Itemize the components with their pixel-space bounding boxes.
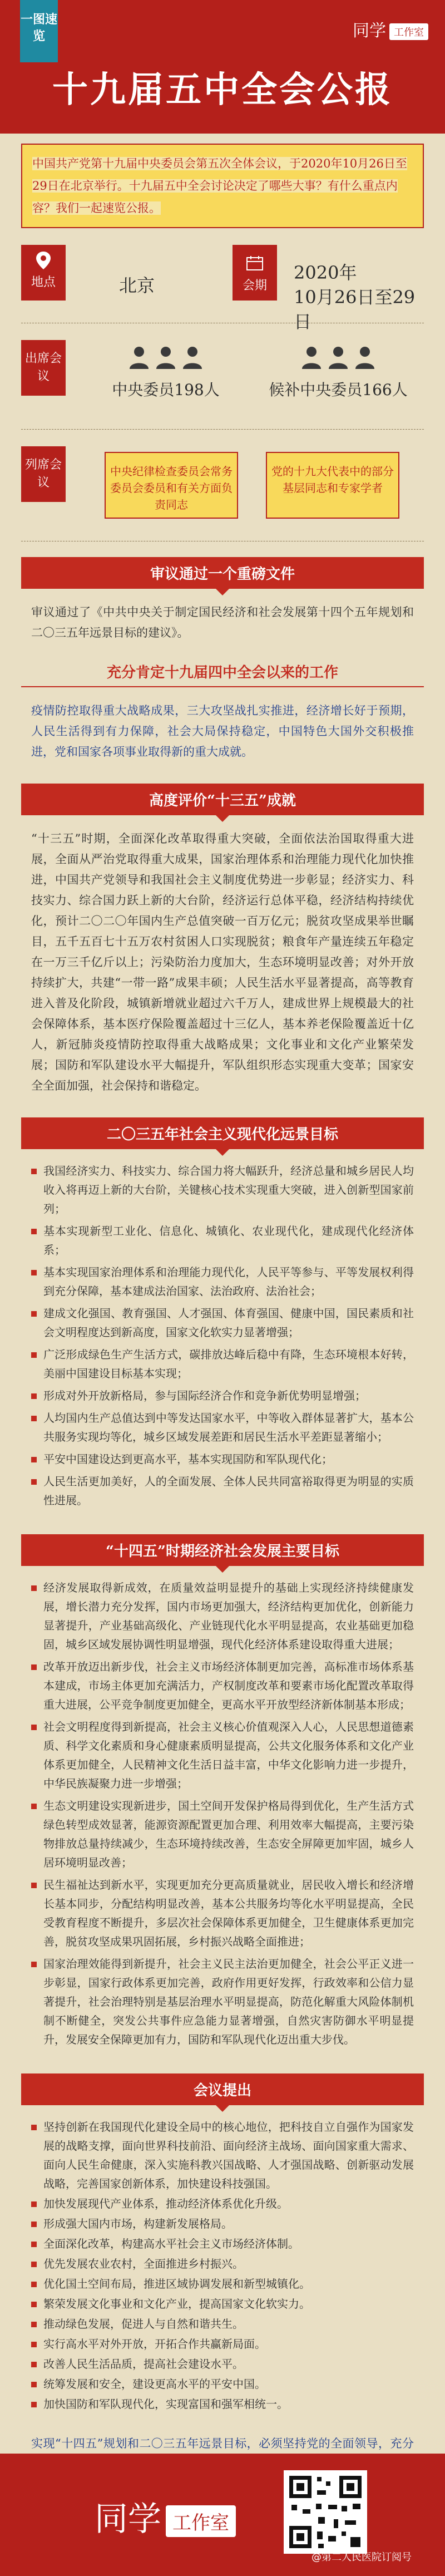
section-5-heading: “十四五”时期经济社会发展主要目标: [21, 1534, 424, 1566]
list-item: 繁荣发展文化事业和文化产业，提高国家文化软实力。: [31, 2294, 414, 2313]
list-item: 加快发展现代产业体系，推动经济体系优化升级。: [31, 2194, 414, 2213]
location-tag-label: 地点: [31, 275, 56, 289]
time-range: 10月26日至29日: [294, 287, 416, 332]
list-item: 改善人民生活品质，提高社会建设水平。: [31, 2355, 414, 2373]
footer-brand-logo: [95, 2493, 236, 2540]
observers-tag: 列席会议: [21, 446, 66, 502]
list-item: 国家治理效能得到新提升，社会主义民主法治更加健全，社会公平正义进一步彰显，国家行政体系更加完善，政府作用更好发挥，行政效率和公信力显著提升，社会治理特别是基层治理水平明显提高，防范化解重大风险体制机制不断健全，突发公共事件应急能力显著增强，自然灾害防御水平明显提升，发展安全保障更加有力，国防和军队现代化迈出重大步伐。: [31, 1954, 414, 2049]
section-3-text: “十三五”时期，全面深化改革取得重大突破，全面依法治国取得重大进展，全面从严治党取得重大成果，国家治理体系和治理能力现代化加快推进，中国共产党领导和我国社会主义制度优势进一步彰显；经济实力、科技实力、综合国力跃上新的大台阶，经济运行总体平稳，经济结构持续优化，预计二〇二〇年国内生产总值突破一百万亿元；脱贫攻坚成果举世瞩目，五千五百七十五万农村贫困人口实现脱贫；粮食年产量连续五年稳定在一万三千亿斤以上；污染防治力度加大，生态环境明显改善；对外开放持续扩大，共建“一带一路”成果丰硕；人民生活水平显著提高，高等教育进入普及化阶段，城镇新增就业超过六千万人，建成世界上规模最大的社会保障体系，基本医疗保险覆盖超过十三亿人，基本养老保险覆盖近十亿人，新冠肺炎疫情防控取得重大战略成果；文化事业和文化产业繁荣发展；国防和军队建设水平大幅提升，军队组织形态实现重大变革；国家安全全面加强，社会保持和谐稳定。: [31, 832, 414, 1092]
person-icon: [128, 346, 150, 370]
person-icon: [300, 346, 323, 370]
footer-brand-name: 同学: [95, 2500, 161, 2539]
list-item: 全面深化改革，构建高水平社会主义市场经济体制。: [31, 2234, 414, 2253]
section-1-heading: 审议通过一个重磅文件: [21, 557, 424, 589]
section-4-heading: 二〇三五年社会主义现代化远景目标: [21, 1117, 424, 1149]
list-item: 经济发展取得新成效，在质量效益明显提升的基础上实现经济持续健康发展，增长潜力充分发挥，国内市场更加强大，经济结构更加优化，创新能力显著提升，产业基础高级化、产业链现代化水平明显提高，农业基础更加稳固，城乡区域发展协调性明显增强，现代化经济体系建设取得重大进展；: [31, 1578, 414, 1654]
person-icon: [181, 346, 204, 370]
brand-tag: 工作室: [389, 23, 428, 40]
header: [0, 0, 445, 134]
section-4-list: [0, 1149, 445, 1519]
list-item: 优先发展农业农村，全面推进乡村振兴。: [31, 2254, 414, 2273]
list-item: 加快国防和军队现代化，实现富国和强军相统一。: [31, 2395, 414, 2414]
time-tag-label: 会期: [242, 279, 267, 293]
location-pin-icon: [33, 250, 53, 270]
section-5-list: [0, 1566, 445, 2058]
list-item: 广泛形成绿色生产生活方式，碳排放达峰后稳中有降，生态环境根本好转，美丽中国建设目标基本实现；: [31, 1345, 414, 1383]
intro-box: [21, 144, 424, 228]
list-item: 我国经济实力、科技实力、综合国力将大幅跃升，经济总量和城乡居民人均收入将再迈上新的大台阶，关键核心技术实现重大突破，进入创新型国家前列；: [31, 1161, 414, 1218]
person-icon: [155, 346, 177, 370]
footer-brand-tag: 工作室: [166, 2505, 236, 2537]
attendance-row: [21, 323, 424, 430]
person-icon: [354, 346, 376, 370]
section-3-heading: 高度评价“十三五”成就: [21, 784, 424, 815]
observers-row: [21, 430, 424, 541]
section-6-heading: 会议提出: [21, 2073, 424, 2105]
members-count: 中央委员198人: [112, 381, 220, 399]
section-6-list: [0, 2105, 445, 2420]
list-item: 社会文明程度得到新提高，社会主义核心价值观深入人心，人民思想道德素质、科学文化素质和身心健康素质明显提高，公共文化服务体系和文化产业体系更加健全，人民精神文化生活日益丰富，中华文化影响力进一步提升，中华民族凝聚力进一步增强；: [31, 1717, 414, 1793]
list-item: 推动绿色发展，促进人与自然和谐共生。: [31, 2314, 414, 2333]
members-group: [105, 346, 227, 400]
section-2-title: 充分肯定十九届四中全会以来的工作: [106, 664, 338, 681]
page-title: 十九届五中全会公报: [52, 69, 393, 111]
time-year: 2020年: [294, 262, 357, 283]
attendance-tag: 出席会议: [21, 340, 66, 396]
qr-code-icon: [284, 2470, 367, 2554]
section-1-text: 审议通过了《中共中央关于制定国民经济和社会发展第十四个五年规划和二〇三五年远景目标的建议》。: [31, 605, 414, 639]
closing-text: 实现“十四五”规划和二〇三五年远景目标，必须坚持党的全面领导，充分: [31, 2437, 414, 2450]
list-item: 民生福祉达到新水平，实现更加充分更高质量就业，居民收入增长和经济增长基本同步，分配结构明显改善，基本公共服务均等化水平明显提高，全民受教育程度不断提升，多层次社会保障体系更加健全，卫生健康体系更加完善，脱贫攻坚成果巩固拓展，乡村振兴战略全面推进；: [31, 1875, 414, 1951]
list-item: 形成对外开放新格局，参与国际经济合作和竞争新优势明显增强；: [31, 1386, 414, 1405]
source-watermark: @第二人民医院订阅号: [312, 2552, 412, 2563]
list-item: 优化国土空间布局，推进区域协调发展和新型城镇化。: [31, 2274, 414, 2293]
list-item: 改革开放迈出新步伐，社会主义市场经济体制更加完善，高标准市场体系基本建成，市场主体更加充满活力，产权制度改革和要素市场化配置改革取得重大进展，公平竞争制度更加健全，更高水平开放型经济新体制基本形成；: [31, 1657, 414, 1714]
list-item: 实行高水平对外开放，开拓合作共赢新局面。: [31, 2334, 414, 2353]
time-tag: [233, 245, 277, 301]
alternates-count: 候补中央委员166人: [269, 381, 408, 399]
observers-group-1: 中央纪律检查委员会常务委员会委员和有关方面负责同志: [105, 452, 238, 519]
section-2-heading: [21, 661, 424, 687]
brand-logo: [353, 17, 428, 41]
list-item: 基本实现新型工业化、信息化、城镇化、农业现代化，建成现代化经济体系；: [31, 1221, 414, 1259]
list-item: 生态文明建设实现新进步，国土空间开发保护格局得到优化，生产生活方式绿色转型成效显著，能源资源配置更加合理、利用效率大幅提高，主要污染物排放总量持续减少，生态环境持续改善，生态安全屏障更加牢固，城乡人居环境明显改善；: [31, 1796, 414, 1872]
meeting-info-row: [21, 228, 424, 332]
alternates-group: [255, 346, 422, 400]
people-icons: [105, 346, 227, 370]
quick-view-badge: 一图速览: [20, 0, 58, 62]
list-item: 形成强大国内市场，构建新发展格局。: [31, 2214, 414, 2233]
section-2-text: 疫情防控取得重大战略成果，三大攻坚战扎实推进，经济增长好于预期，人民生活得到有力保障，社会大局保持稳定，中国特色大国外交积极推进，党和国家各项事业取得新的重大成就。: [31, 704, 414, 758]
intro-text: 中国共产党第十九届中央委员会第五次全体会议，于2020年10月26日至29日在北京举行。十九届五中全会讨论决定了哪些大事？有什么重点内容？我们一起速览公报。: [32, 157, 407, 215]
list-item: 基本实现国家治理体系和治理能力现代化，人民平等参与、平等发展权利得到充分保障，基本建成法治国家、法治政府、法治社会；: [31, 1263, 414, 1301]
location-value: 北京: [119, 275, 155, 296]
list-item: 人均国内生产总值达到中等发达国家水平，中等收入群体显著扩大，基本公共服务实现均等化，城乡区域发展差距和居民生活水平差距显著缩小；: [31, 1408, 414, 1446]
person-icon: [327, 346, 349, 370]
list-item: 人民生活更加美好，人的全面发展、全体人民共同富裕取得更为明显的实质性进展。: [31, 1472, 414, 1510]
list-item: 建成文化强国、教育强国、人才强国、体育强国、健康中国，国民素质和社会文明程度达到新高度，国家文化软实力显著增强；: [31, 1304, 414, 1342]
list-item: 平安中国建设达到更高水平，基本实现国防和军队现代化；: [31, 1450, 414, 1469]
list-item: 统筹发展和安全，建设更高水平的平安中国。: [31, 2375, 414, 2393]
calendar-icon: [245, 255, 264, 272]
list-item: 坚持创新在我国现代化建设全局中的核心地位，把科技自立自强作为国家发展的战略支撑，面向世界科技前沿、面向经济主战场、面向国家重大需求、面向人民生命健康，深入实施科教兴国战略、人才强国战略、创新驱动发展战略，完善国家创新体系，加快建设科技强国。: [31, 2117, 414, 2193]
footer: [0, 2454, 445, 2576]
people-icons: [255, 346, 422, 370]
observers-group-2: 党的十九大代表中的部分基层同志和专家学者: [266, 452, 399, 519]
brand-name: 同学: [353, 21, 386, 41]
